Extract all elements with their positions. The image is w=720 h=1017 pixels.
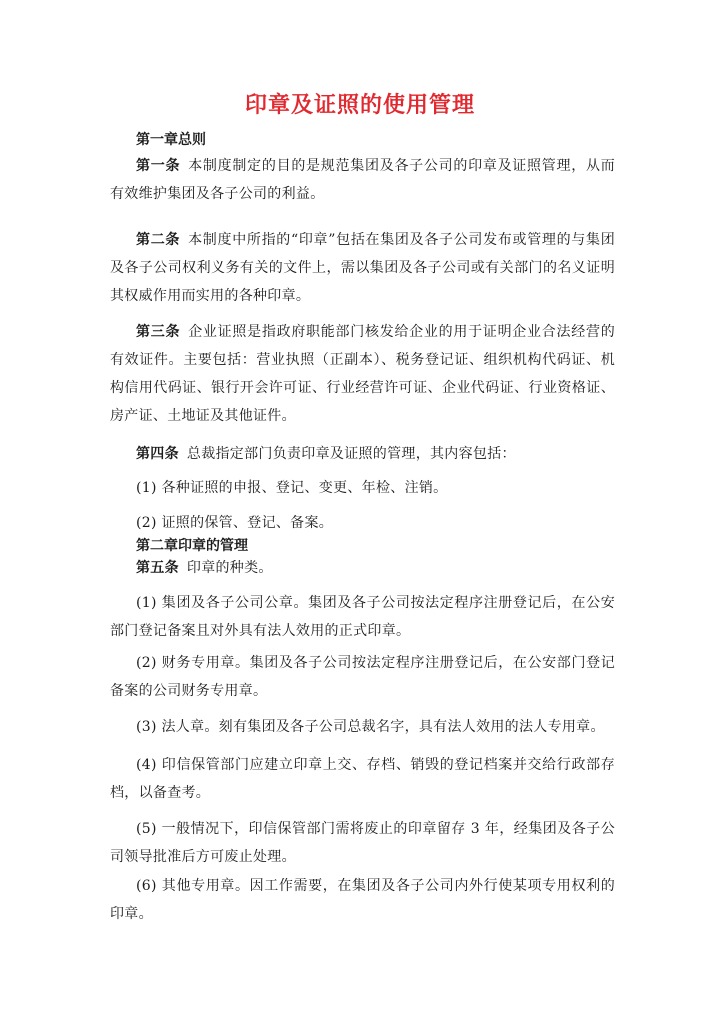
list-item: (2) 证照的保管、登记、备案。: [136, 515, 334, 531]
article-5: [110, 554, 615, 582]
list-item: (3) 法人章。刻有集团及各子公司总裁名字，具有法人效用的法人专用章。: [136, 719, 605, 735]
article-text: 本制度制定的目的是规范集团及各子公司的印章及证照管理，从而有效维护集团及各子公司的利益。: [110, 158, 615, 202]
article-text: 印章的种类。: [186, 560, 273, 576]
page-title: 印章及证照的使用管理: [244, 93, 475, 118]
article-label: 第五条: [136, 560, 179, 576]
article-3: [110, 318, 615, 430]
article-label: 第三条: [136, 324, 181, 340]
list-item: (4) 印信保管部门应建立印章上交、存档、销毁的登记档案并交给行政部存档，以备查考。: [110, 757, 615, 801]
article-label: 第四条: [136, 446, 179, 462]
chapter-heading-1: 第一章总则: [136, 132, 206, 148]
list-item: (1) 各种证照的申报、登记、变更、年检、注销。: [136, 480, 448, 496]
article-2: [110, 226, 615, 310]
list-item: (2) 财务专用章。集团及各子公司按法定程序注册登记后，在公安部门登记备案的公司财务专用章。: [110, 655, 615, 699]
article-4: [110, 440, 615, 468]
chapter-heading-2: 第二章印章的管理: [136, 538, 248, 554]
list-item: (1) 集团及各子公司公章。集团及各子公司按法定程序注册登记后，在公安部门登记备案且对外具有法人效用的正式印章。: [110, 595, 615, 639]
article-1: [110, 152, 615, 208]
article-text: 总裁指定部门负责印章及证照的管理，其内容包括：: [186, 446, 516, 462]
article-label: 第一条: [136, 158, 181, 174]
list-item: (5) 一般情况下，印信保管部门需将废止的印章留存 3 年，经集团及各子公司领导批准后方可废止处理。: [110, 821, 615, 865]
article-label: 第二条: [136, 232, 181, 248]
list-item: (6) 其他专用章。因工作需要，在集团及各子公司内外行使某项专用权利的印章。: [110, 878, 615, 922]
article-text: 企业证照是指政府职能部门核发给企业的用于证明企业合法经营的有效证件。主要包括：营业执照（正副本）、税务登记证、组织机构代码证、机构信用代码证、银行开会许可证、行业经营许可证、企业代码证、行业资格证、房产证、土地证及其他证件。: [110, 324, 615, 424]
article-text: 本制度中所指的“印章”包括在集团及各子公司发布或管理的与集团及各子公司权利义务有关的文件上，需以集团及各子公司或有关部门的名义证明其权威作用而实用的各种印章。: [110, 232, 616, 304]
